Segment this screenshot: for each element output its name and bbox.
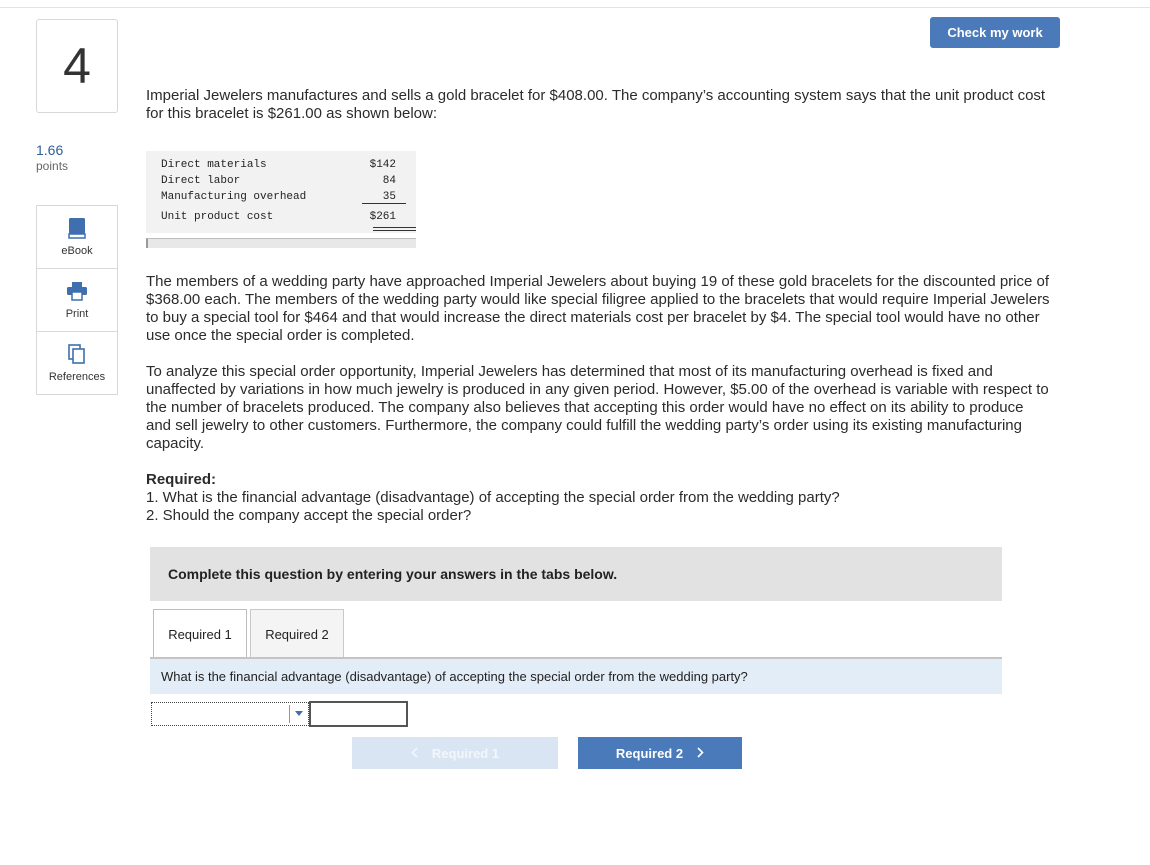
next-tab-label: Required 2 xyxy=(615,745,684,761)
book-icon xyxy=(68,217,86,239)
chevron-left-icon xyxy=(411,746,418,761)
row-label: Direct materials xyxy=(161,159,267,171)
instructions-text: Complete this question by entering your answers in the tabs below. xyxy=(168,566,618,582)
total-label: Unit product cost xyxy=(161,211,274,223)
unit-cost-table xyxy=(146,151,416,233)
tab-label: Required 2 xyxy=(265,626,329,642)
row-value: $142 xyxy=(369,159,396,171)
ebook-label: eBook xyxy=(61,245,93,257)
table-scrollbar[interactable] xyxy=(146,238,416,248)
required-section xyxy=(146,471,1056,525)
total-value: $261 xyxy=(369,211,396,223)
wedding-party-paragraph: The members of a wedding party have approached Imperial Jewelers about buying 19 of these gold bracelets for the discounted price of $368.00 each. The members of the wedding party would like special filigree applied to the bracelets that would require Imperial Jewelers to buy a special tool for $464 and that would increase the direct materials cost per bracelet by $4. The special tool would have no other use once the special order is completed. xyxy=(146,273,1050,344)
table-total-row xyxy=(161,209,406,225)
previous-tab-label: Required 1 xyxy=(431,745,500,761)
check-my-work-button[interactable]: Check my work xyxy=(930,17,1060,48)
points-label: points xyxy=(36,159,69,173)
previous-tab-button[interactable] xyxy=(352,737,558,769)
print-label: Print xyxy=(65,308,89,320)
next-tab-button[interactable] xyxy=(578,737,742,769)
required-item-2: 2. Should the company accept the special order? xyxy=(146,507,472,524)
ebook-button[interactable] xyxy=(36,205,118,269)
analysis-paragraph: To analyze this special order opportunity, Imperial Jewelers has determined that most of its manufacturing overhead is fixed and unaffected by variations in how much jewelry is produced in any given period. However, $5.00 of the overhead is variable with respect to the number of bracelets produced. The company also believes that accepting this order would have no effect on its ability to produce and sell jewelry to other customers. Furthermore, the company could fulfill the wedding party’s order using its existing manufacturing capacity. xyxy=(146,363,1049,452)
table-row xyxy=(161,173,406,189)
row-label: Direct labor xyxy=(161,175,241,187)
question-prompt-bar xyxy=(150,659,1002,694)
advantage-dropdown[interactable] xyxy=(151,702,309,726)
row-label: Manufacturing overhead xyxy=(161,191,307,203)
question-number: 4 xyxy=(36,19,118,113)
advantage-amount-input[interactable] xyxy=(309,701,408,727)
row-value: 35 xyxy=(362,191,406,204)
points-value: 1.66 xyxy=(36,142,64,158)
row-value: 84 xyxy=(382,175,396,187)
table-row xyxy=(161,189,406,205)
top-divider xyxy=(0,7,1150,8)
double-underline xyxy=(373,227,416,231)
required-item-1: 1. What is the financial advantage (disadvantage) of accepting the special order from the wedding party? xyxy=(146,489,840,506)
copy-documents-icon xyxy=(68,343,86,365)
chevron-right-icon xyxy=(697,746,704,761)
intro-paragraph: Imperial Jewelers manufactures and sells a gold bracelet for $408.00. The company’s accounting system says that the unit product cost for this bracelet is $261.00 as shown below: xyxy=(146,87,1046,122)
question-prompt: What is the financial advantage (disadvantage) of accepting the special order from the wedding party? xyxy=(161,669,748,684)
tab-label: Required 1 xyxy=(168,626,232,642)
references-label: References xyxy=(48,371,106,383)
print-button[interactable] xyxy=(36,268,118,332)
printer-icon xyxy=(66,280,88,302)
chevron-down-icon xyxy=(289,705,307,723)
references-button[interactable] xyxy=(36,331,118,395)
tab-required-2[interactable] xyxy=(250,609,344,658)
table-row xyxy=(161,157,406,173)
required-heading: Required: xyxy=(146,471,217,488)
tab-required-1[interactable] xyxy=(153,609,247,658)
instructions-banner xyxy=(150,547,1002,601)
